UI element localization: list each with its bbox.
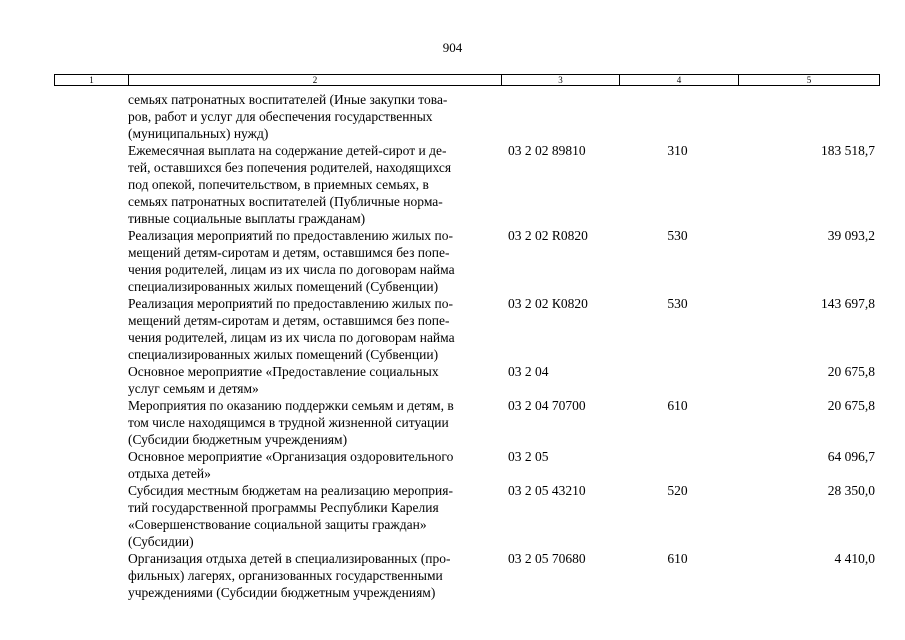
table-row	[0, 363, 905, 397]
row-description: Мероприятия по оказанию поддержки семьям и детям, в том числе находящимся в трудной жизненной ситуации (Субсидии бюджетным учреждениям)	[128, 398, 454, 447]
row-description: семьях патронатных воспитателей (Иные закупки това- ров, работ и услуг для обеспечения государственных (муниципальных) нужд)	[128, 92, 448, 141]
row-description: Основное мероприятие «Организация оздоровительного отдыха детей»	[128, 449, 454, 481]
row-description: Основное мероприятие «Предоставление социальных услуг семьям и детям»	[128, 364, 439, 396]
row-target-code: 03 2 05	[508, 449, 549, 464]
row-target-code: 03 2 02 R0820	[508, 228, 588, 243]
row-description: Реализация мероприятий по предоставлению жилых по- мещений детям-сиротам и детям, оставшимся без попе- чения родителей, лицам из их числа по договорам найма специализированных жилых помещений (Субвенции)	[128, 296, 455, 362]
row-expense-type: 610	[667, 551, 688, 566]
table-row	[0, 482, 905, 550]
header-col-5: 5	[738, 75, 879, 85]
row-amount: 39 093,2	[827, 228, 875, 243]
row-amount: 28 350,0	[827, 483, 875, 498]
budget-table-body	[0, 91, 905, 601]
page-number: 904	[442, 40, 463, 55]
table-row	[0, 550, 905, 601]
row-expense-type: 610	[667, 398, 688, 413]
table-row	[0, 448, 905, 482]
row-target-code: 03 2 05 43210	[508, 483, 586, 498]
row-expense-type: 530	[667, 228, 688, 243]
row-amount: 20 675,8	[827, 364, 875, 379]
header-col-3: 3	[501, 75, 619, 85]
row-amount: 143 697,8	[821, 296, 875, 311]
row-amount: 20 675,8	[827, 398, 875, 413]
table-row	[0, 91, 905, 142]
header-col-2: 2	[128, 75, 501, 85]
row-target-code: 03 2 04	[508, 364, 549, 379]
header-col-1: 1	[89, 75, 94, 85]
row-expense-type: 310	[667, 143, 688, 158]
row-target-code: 03 2 05 70680	[508, 551, 586, 566]
row-description: Субсидия местным бюджетам на реализацию мероприя- тий государственной программы Республики Карелия «Совершенствование социальной защиты граждан» (Субсидии)	[128, 483, 453, 549]
row-amount: 4 410,0	[834, 551, 875, 566]
table-row	[0, 295, 905, 363]
row-expense-type: 530	[667, 296, 688, 311]
row-expense-type: 520	[667, 483, 688, 498]
row-description: Ежемесячная выплата на содержание детей-сирот и де- тей, оставшихся без попечения родителей, находящихся под опекой, попечительством, в приемных семьях, в семьях патронатных воспитателей (Публичные норма- тивные социальные выплаты гражданам)	[128, 143, 452, 226]
row-amount: 64 096,7	[827, 449, 875, 464]
row-target-code: 03 2 02 К0820	[508, 296, 588, 311]
row-target-code: 03 2 02 89810	[508, 143, 586, 158]
table-row	[0, 142, 905, 227]
row-description: Организация отдыха детей в специализированных (про- фильных) лагерях, организованных государственными учреждениями (Субсидии бюджетным учреждениям)	[128, 551, 451, 600]
row-description: Реализация мероприятий по предоставлению жилых по- мещений детям-сиротам и детям, оставшимся без попе- чения родителей, лицам из их числа по договорам найма специализированных жилых помещений (Субвенции)	[128, 228, 455, 294]
table-header	[54, 74, 880, 86]
row-amount: 183 518,7	[821, 143, 875, 158]
table-row	[0, 227, 905, 295]
header-col-4: 4	[619, 75, 738, 85]
row-target-code: 03 2 04 70700	[508, 398, 586, 413]
table-row	[0, 397, 905, 448]
